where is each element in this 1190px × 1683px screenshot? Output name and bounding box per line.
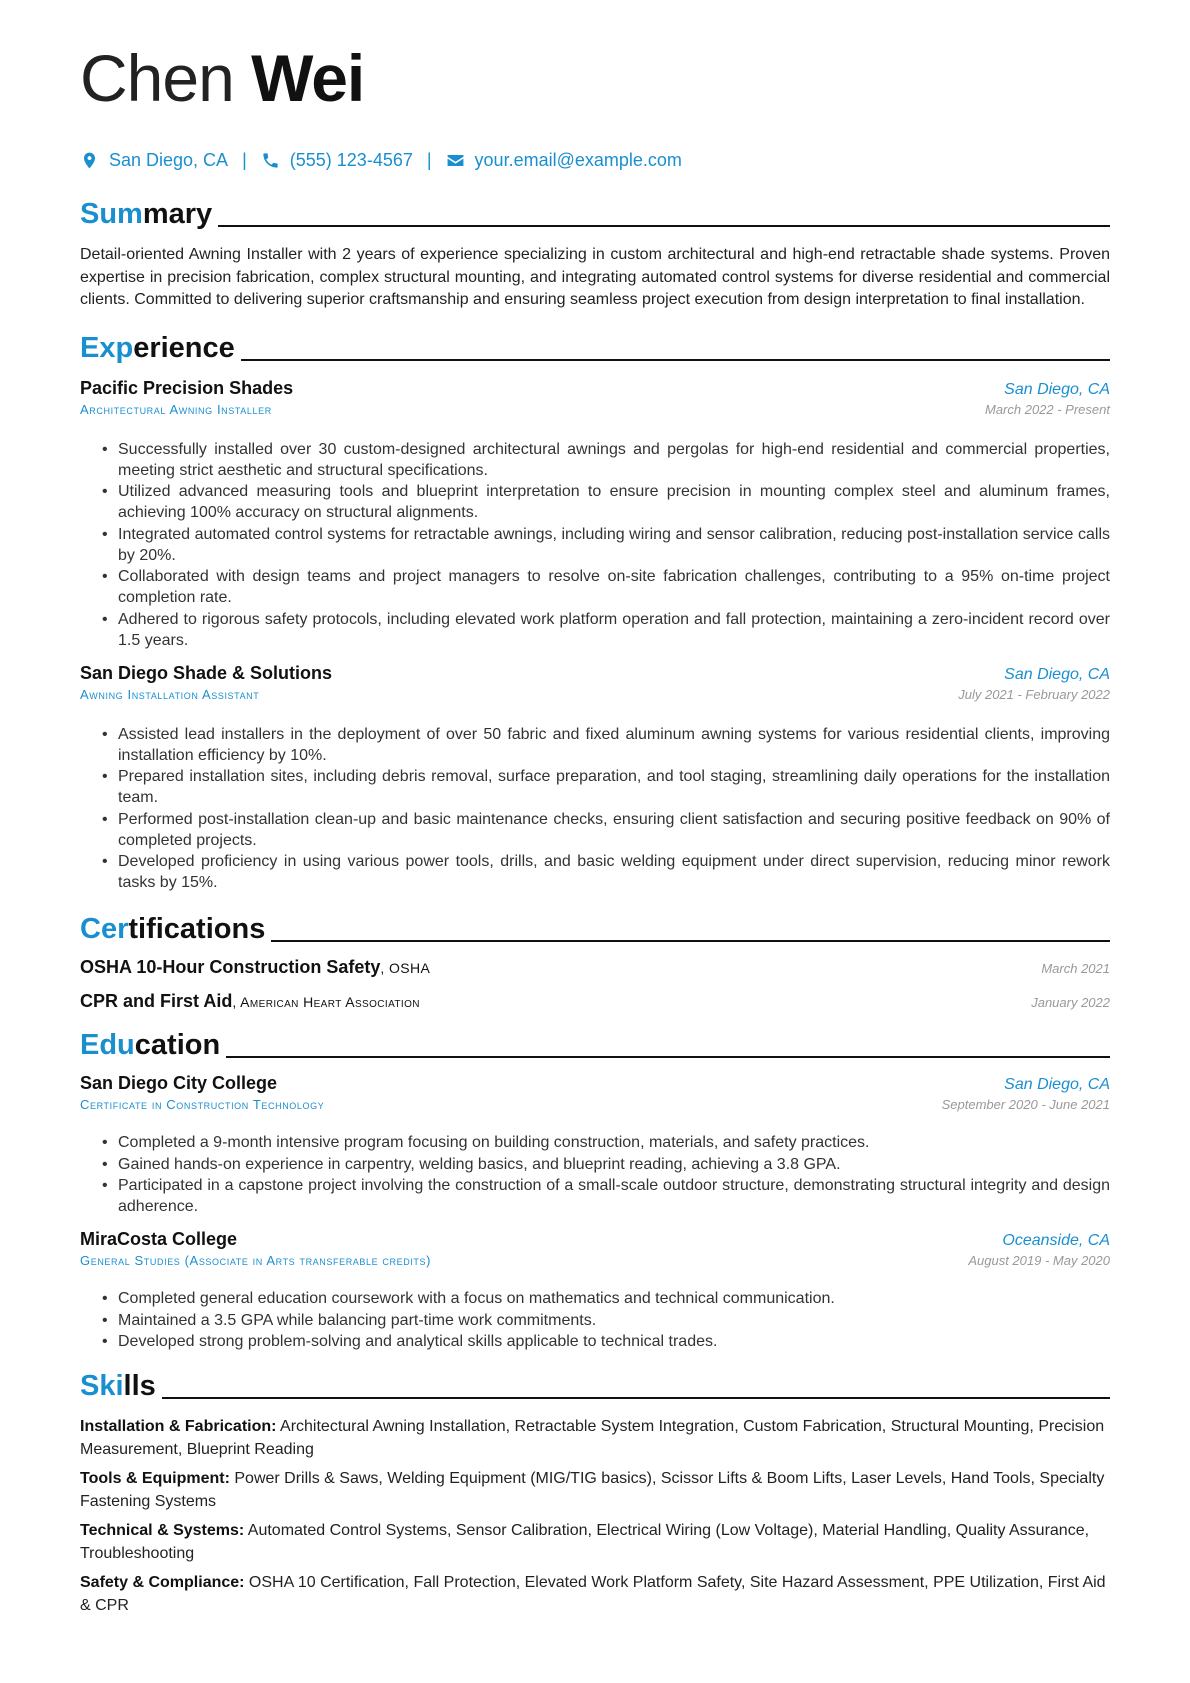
cert-date: March 2021: [1041, 961, 1110, 976]
cert-issuer: OSHA: [388, 960, 431, 976]
education-entry: [80, 1073, 1110, 1217]
contact-location: [80, 150, 228, 171]
map-pin-icon: [80, 151, 99, 170]
section-title-accent: Sum: [80, 198, 143, 230]
employer-location: San Diego, CA: [1004, 380, 1110, 398]
bullet-item: • Participated in a capstone project involving the construction of a small-scale outdoor structure, demonstrating structural integrity and design adherence.: [118, 1175, 1110, 1217]
section-rule: [218, 225, 1110, 227]
section-title-summary: [80, 198, 1110, 230]
bullet-item: • Gained hands-on experience in carpentry, welding basics, and blueprint reading, achieving a 3.8 GPA.: [118, 1154, 1110, 1175]
school-name: San Diego City College: [80, 1073, 278, 1093]
skill-group: [80, 1572, 1110, 1617]
skill-group: [80, 1468, 1110, 1513]
education-bullets: [80, 1132, 1110, 1217]
skill-category: Safety & Compliance:: [80, 1574, 245, 1591]
bullet-item: • Maintained a 3.5 GPA while balancing part-time work commitments.: [118, 1310, 1110, 1331]
degree-title: Certificate in Construction Technology: [80, 1097, 325, 1112]
phone-icon: [261, 151, 280, 170]
employer-location: San Diego, CA: [1004, 665, 1110, 683]
bullet-item: • Prepared installation sites, including debris removal, surface preparation, and tool staging, streamlining daily operations for the installation team.: [118, 766, 1110, 808]
bullet-item: • Adhered to rigorous safety protocols, including elevated work platform operation and fall protection, maintaining a zero-incident record over 1.5 years.: [118, 609, 1110, 651]
contact-separator: |: [242, 149, 247, 170]
skill-items: Automated Control Systems, Sensor Calibration, Electrical Wiring (Low Voltage), Material Handling, Quality Assurance, Troubleshooting: [80, 1522, 1090, 1562]
skill-items: OSHA 10 Certification, Fall Protection, Elevated Work Platform Safety, Site Hazard Assessment, PPE Utilization, First Aid & CPR: [80, 1574, 1106, 1614]
section-rule: [241, 359, 1110, 361]
section-rule: [271, 940, 1110, 942]
job-bullets: [80, 439, 1110, 651]
section-title-accent: Ski: [80, 1370, 124, 1402]
employer-name: Pacific Precision Shades: [80, 377, 294, 398]
job-dates: July 2021 - February 2022: [958, 686, 1110, 702]
cert-name: OSHA 10-Hour Construction Safety: [80, 957, 381, 977]
skills-list: [80, 1416, 1110, 1617]
job-bullets: [80, 724, 1110, 894]
skill-category: Installation & Fabrication:: [80, 1418, 277, 1435]
bullet-item: • Developed proficiency in using various power tools, drills, and basic welding equipment under direct supervision, reducing minor rework tasks by 15%.: [118, 851, 1110, 893]
skill-category: Tools & Equipment:: [80, 1470, 230, 1487]
last-name: Wei: [251, 41, 365, 115]
bullet-item: • Completed a 9-month intensive program focusing on building construction, materials, and safety practices.: [118, 1132, 1110, 1153]
candidate-name: [80, 0, 1110, 126]
bullet-item: • Utilized advanced measuring tools and blueprint interpretation to ensure precision in mounting complex steel and aluminum frames, achieving 100% accuracy on structural alignments.: [118, 481, 1110, 523]
cert-date: January 2022: [1031, 995, 1110, 1010]
envelope-icon: [446, 151, 465, 170]
experience-entry: [80, 663, 1110, 894]
cert-name: CPR and First Aid: [80, 991, 233, 1011]
education-bullets: [80, 1288, 1110, 1352]
section-rule: [226, 1056, 1110, 1058]
skill-category: Technical & Systems:: [80, 1522, 245, 1539]
contact-separator: |: [426, 149, 432, 170]
bullet-item: • Integrated automated control systems for retractable awnings, including wiring and sensor calibration, reducing post-installation service calls by 20%.: [118, 524, 1110, 566]
skill-items: Power Drills & Saws, Welding Equipment (MIG/TIG basics), Scissor Lifts & Boom Lifts, Laser Levels, Hand Tools, Specialty Fastening Systems: [80, 1470, 1105, 1510]
section-title-rest: erience: [133, 331, 235, 364]
bullet-item: • Performed post-installation clean-up and basic maintenance checks, ensuring client satisfaction and securing positive feedback on 90% of completed projects.: [118, 809, 1110, 851]
section-title-experience: [80, 332, 1110, 364]
section-title-accent: Exp: [80, 331, 134, 364]
bullet-item: • Developed strong problem-solving and analytical skills applicable to technical trades.: [118, 1331, 1110, 1352]
section-title-rest: cation: [134, 1029, 221, 1061]
section-title-accent: Cer: [80, 913, 129, 945]
employer-name: San Diego Shade & Solutions: [80, 662, 333, 683]
bullet-item: • Successfully installed over 30 custom-designed architectural awnings and pergolas for high-end residential and commercial properties, meeting strict aesthetic and structural specifications.: [118, 439, 1110, 481]
job-title: Awning Installation Assistant: [80, 686, 260, 702]
section-rule: [162, 1397, 1110, 1399]
email-link[interactable]: your.email@example.com: [474, 149, 682, 170]
job-dates: March 2022 - Present: [984, 401, 1110, 417]
job-title: Architectural Awning Installer: [80, 401, 272, 417]
school-location: Oceanside, CA: [1002, 1232, 1110, 1249]
skill-group: [80, 1520, 1110, 1565]
section-title-rest: tifications: [128, 913, 266, 945]
school-name: MiraCosta College: [80, 1229, 238, 1249]
bullet-item: • Collaborated with design teams and project managers to resolve on-site fabrication challenges, contributing to a 95% on-time project completion rate.: [118, 566, 1110, 608]
education-entry: [80, 1229, 1110, 1352]
cert-issuer: American Heart Association: [240, 994, 420, 1010]
skill-group: [80, 1416, 1110, 1461]
location-text: San Diego, CA: [109, 149, 229, 170]
section-title-certifications: [80, 913, 1110, 945]
first-name: Chen: [80, 41, 234, 115]
contact-phone[interactable]: [261, 150, 413, 171]
degree-title: General Studies (Associate in Arts transferable credits): [80, 1253, 432, 1268]
education-dates: September 2020 - June 2021: [941, 1097, 1110, 1112]
skill-items: Architectural Awning Installation, Retractable System Integration, Custom Fabrication, Structural Mounting, Precision Measurement, Blueprint Reading: [80, 1418, 1105, 1458]
section-title-skills: [80, 1370, 1110, 1402]
summary-text: Detail-oriented Awning Installer with 2 years of experience specializing in custom architectural and high-end retractable shade systems. Proven expertise in precision fabrication, complex structural mounting, and integrating automated control systems for diverse residential and commercial clients. Committed to delivering superior craftsmanship and ensuring seamless project execution from design interpretation to final installation.: [80, 246, 1110, 308]
bullet-item: • Completed general education coursework with a focus on mathematics and technical communication.: [118, 1288, 1110, 1309]
certification-item: CPR and First Aid, American Heart Association January 2022: [80, 991, 1110, 1011]
phone-text: (555) 123-4567: [289, 149, 413, 170]
education-dates: August 2019 - May 2020: [968, 1253, 1110, 1268]
section-title-rest: mary: [142, 198, 213, 230]
contact-email[interactable]: [446, 150, 682, 171]
school-location: San Diego, CA: [1004, 1076, 1110, 1093]
certification-list: [80, 957, 1110, 1025]
section-title-accent: Edu: [80, 1029, 135, 1061]
experience-entry: [80, 378, 1110, 651]
section-title-rest: lls: [123, 1370, 156, 1402]
bullet-item: • Assisted lead installers in the deployment of over 50 fabric and fixed aluminum awning systems for various residential clients, improving installation efficiency by 10%.: [118, 724, 1110, 766]
section-title-education: [80, 1029, 1110, 1061]
contact-bar: [80, 148, 1110, 172]
certification-item: OSHA 10-Hour Construction Safety, OSHA March 2021: [80, 957, 1110, 977]
